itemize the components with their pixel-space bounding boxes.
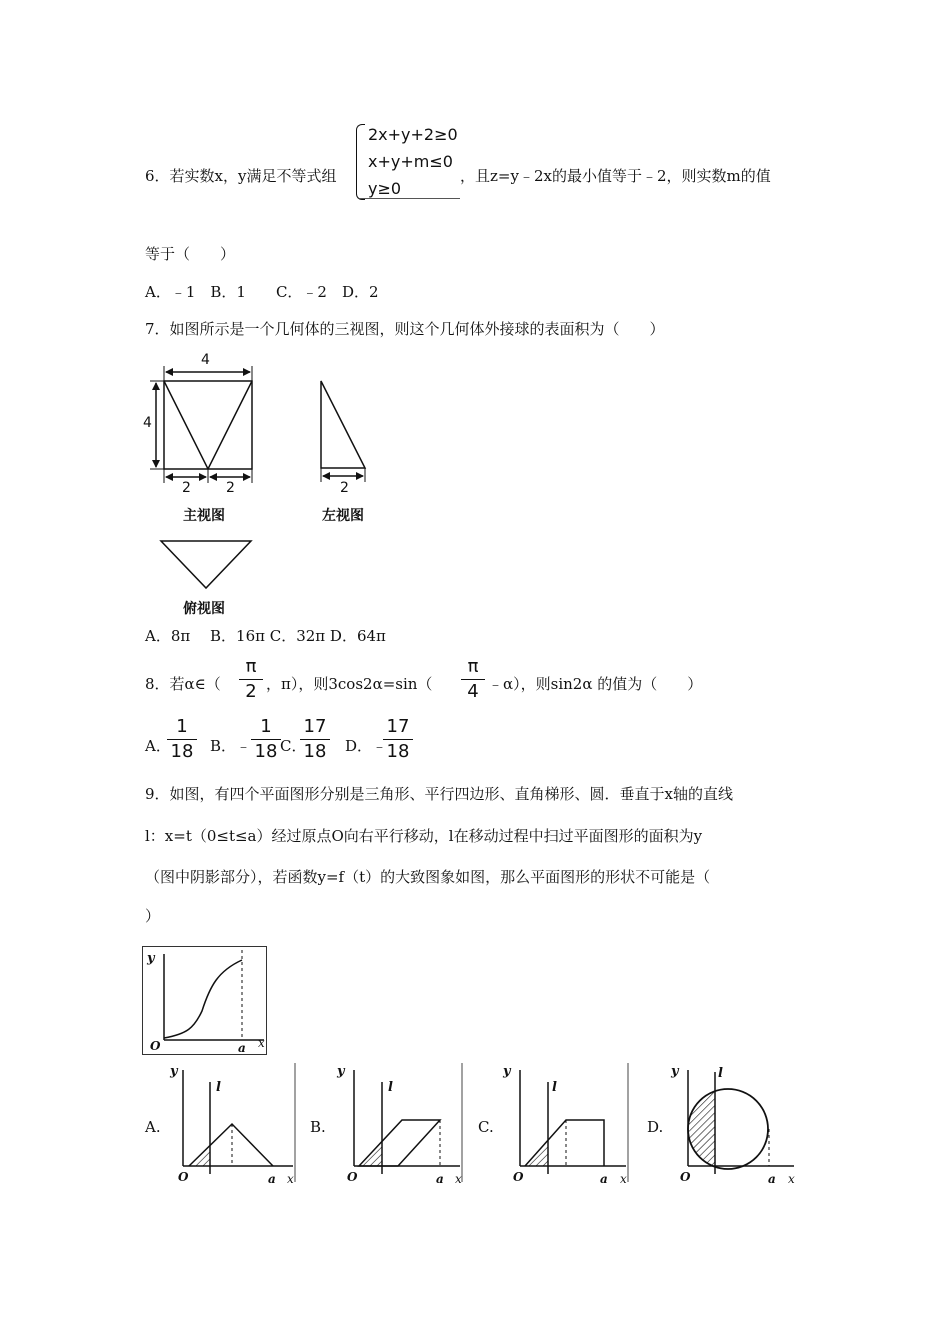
q9-option-d-label: D. — [647, 1118, 664, 1136]
q9-c-axis-l: l — [552, 1080, 557, 1095]
q9-function-graph — [142, 946, 268, 1056]
q8-option-c-frac — [300, 716, 330, 763]
q9-a-axis-l: l — [216, 1080, 221, 1095]
q8-option-d-label: D．﹣ — [345, 737, 388, 755]
q9-b-axis-x: x — [455, 1172, 462, 1186]
q7-side-label: 左视图 — [322, 508, 364, 524]
q9-main-axis-a: a — [238, 1041, 246, 1055]
q8-option-a-frac — [167, 716, 197, 763]
q6-line2: 等于（ ） — [145, 245, 236, 263]
q6-ineq-1: 2x+y+2≥0 — [368, 125, 458, 144]
q9-main-axis-o: O — [150, 1039, 161, 1053]
frac-den: 18 — [303, 741, 327, 762]
q7-front-label: 主视图 — [183, 508, 225, 524]
frac-num: 1 — [176, 716, 188, 737]
q9-main-axis-y: y — [147, 951, 155, 966]
frac-den: 18 — [386, 741, 410, 762]
q9-d-axis-a: a — [768, 1172, 776, 1186]
frac-num: 17 — [386, 716, 410, 737]
frac-den: 2 — [245, 681, 257, 702]
q8-frac-pi-over-4 — [461, 656, 485, 703]
frac-den: 18 — [254, 741, 278, 762]
q9-a-axis-a: a — [268, 1172, 276, 1186]
q9-b-axis-a: a — [436, 1172, 444, 1186]
q9-option-a-label: A. — [145, 1118, 161, 1136]
q7-stem: 7．如图所示是一个几何体的三视图，则这个几何体外接球的表面积为（ ） — [145, 320, 665, 338]
q6-options: A．﹣1 B．1 C．﹣2 D．2 — [145, 283, 379, 301]
q9-line-3: （图中阴影部分），若函数y=f（t）的大致图象如图，那么平面图形的形状不可能是（ — [145, 868, 711, 886]
q9-b-axis-y: y — [337, 1064, 345, 1079]
q7-top-view — [155, 535, 260, 600]
q9-option-c-label: C. — [478, 1118, 494, 1136]
q8-option-a-label: A． — [145, 737, 171, 755]
q9-main-axis-x: x — [258, 1036, 265, 1050]
q8-part-2: ，π），则3cos2α=sin（ — [266, 675, 433, 693]
q9-c-axis-x: x — [620, 1172, 627, 1186]
q9-d-axis-o: O — [680, 1170, 691, 1184]
q9-b-axis-o: O — [347, 1170, 358, 1184]
q9-d-axis-x: x — [788, 1172, 795, 1186]
q8-option-c-label: C． — [280, 737, 307, 755]
q7-dim-b2: 2 — [226, 480, 235, 496]
q9-line-4: ） — [145, 907, 161, 925]
q7-top-label: 俯视图 — [183, 601, 225, 617]
q8-option-b-label: B．﹣ — [210, 737, 252, 755]
frac-num: 17 — [303, 716, 327, 737]
q9-c-axis-a: a — [600, 1172, 608, 1186]
q7-dim-b1: 2 — [182, 480, 191, 496]
q9-line-2: l：x=t（0≤t≤a）经过原点O向右平行移动，l在移动过程中扫过平面图形的面积为y — [145, 827, 703, 845]
q6-ineq-3: y≥0 — [368, 179, 402, 198]
q9-a-axis-o: O — [178, 1170, 189, 1184]
q6-prefix: 6．若实数x，y满足不等式组 — [145, 167, 337, 185]
q9-d-axis-l: l — [718, 1066, 723, 1081]
q9-c-axis-y: y — [503, 1064, 511, 1079]
frac-num: 1 — [260, 716, 272, 737]
q7-front-view — [138, 350, 268, 525]
frac-den: 18 — [170, 741, 194, 762]
q7-dim-side: 2 — [340, 480, 349, 496]
q9-c-axis-o: O — [513, 1170, 524, 1184]
frac-den: 4 — [467, 681, 479, 702]
frac-num: π — [467, 656, 479, 677]
q9-b-axis-l: l — [388, 1080, 393, 1095]
q8-option-b-frac — [251, 716, 281, 763]
q8-part-3: ﹣α），则sin2α 的值为（ ） — [488, 675, 703, 693]
q9-d-axis-y: y — [671, 1064, 679, 1079]
q7-dim-left: 4 — [143, 415, 152, 431]
q6-brace — [356, 124, 365, 200]
q7-dim-top: 4 — [201, 352, 210, 368]
q8-frac-pi-over-2 — [239, 656, 263, 703]
q7-options: A．8π B．16π C．32π D．64π — [145, 627, 386, 645]
q6-ineq-2: x+y+m≤0 — [368, 152, 453, 171]
q6-underline — [360, 198, 460, 199]
q8-part-1: 8．若α∈（ — [145, 675, 221, 693]
q9-a-axis-x: x — [287, 1172, 294, 1186]
q8-option-d-frac — [383, 716, 413, 763]
q9-line-1: 9．如图，有四个平面图形分别是三角形、平行四边形、直角梯形、圆．垂直于x轴的直线 — [145, 785, 734, 803]
frac-num: π — [245, 656, 257, 677]
q6-suffix: ，且z=y﹣2x的最小值等于﹣2，则实数m的值 — [460, 167, 771, 185]
q9-a-axis-y: y — [170, 1064, 178, 1079]
q9-option-b-label: B. — [310, 1118, 326, 1136]
